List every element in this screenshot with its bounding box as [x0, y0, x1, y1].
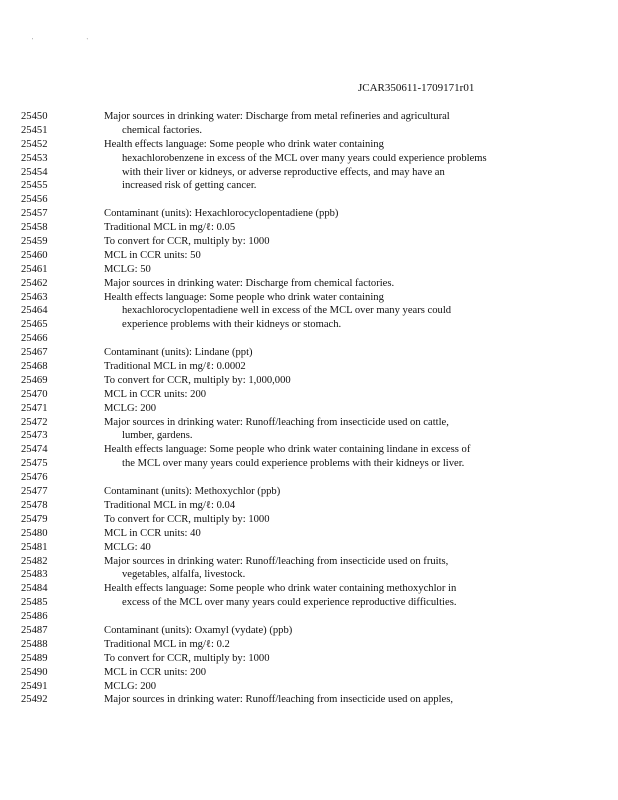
document-line	[0, 693, 618, 707]
document-line	[0, 443, 618, 457]
line-text: MCL in CCR units: 200	[104, 666, 207, 678]
document-line	[0, 471, 618, 485]
document-line	[0, 499, 618, 513]
document-line	[0, 277, 618, 291]
line-text: Health effects language: Some people who drink water containing	[104, 138, 384, 150]
document-line	[0, 568, 618, 582]
document-line	[0, 402, 618, 416]
document-line	[0, 652, 618, 666]
line-text: To convert for CCR, multiply by: 1000	[104, 652, 270, 664]
document-line	[0, 124, 618, 138]
line-number: 25475	[21, 458, 48, 470]
document-line	[0, 263, 618, 277]
line-number: 25491	[21, 680, 48, 692]
line-number: 25472	[21, 416, 48, 428]
line-text: Health effects language: Some people who drink water containing lindane in excess of	[104, 444, 471, 456]
line-number: 25486	[21, 611, 48, 623]
line-number: 25459	[21, 236, 48, 248]
line-text: MCL in CCR units: 40	[104, 527, 201, 539]
line-text: Traditional MCL in mg/ℓ: 0.0002	[104, 361, 246, 373]
line-text: Major sources in drinking water: Runoff/leaching from insecticide used on cattle,	[104, 416, 449, 428]
document-line	[0, 138, 618, 152]
line-text: MCLG: 200	[104, 680, 157, 692]
line-text: MCLG: 40	[104, 541, 151, 553]
line-text: chemical factories.	[122, 124, 202, 136]
line-text: Major sources in drinking water: Discharge from metal refineries and agricultural	[104, 111, 450, 122]
line-number: 25485	[21, 597, 48, 609]
line-text: To convert for CCR, multiply by: 1000	[104, 513, 270, 525]
line-number: 25478	[21, 499, 48, 511]
document-line	[0, 624, 618, 638]
document-line	[0, 666, 618, 680]
line-number: 25460	[21, 249, 48, 261]
line-number: 25480	[21, 527, 48, 539]
line-text: Major sources in drinking water: Runoff/leaching from insecticide used on fruits,	[104, 555, 449, 567]
document-line	[0, 207, 618, 221]
line-number: 25467	[21, 347, 48, 359]
line-text: To convert for CCR, multiply by: 1000	[104, 236, 270, 248]
document-line	[0, 193, 618, 207]
document-line	[0, 360, 618, 374]
line-text: lumber, gardens.	[122, 430, 193, 442]
line-number: 25479	[21, 513, 48, 525]
line-number: 25455	[21, 180, 48, 192]
line-number: 25477	[21, 486, 48, 498]
line-number: 25492	[21, 694, 48, 706]
document-line	[0, 527, 618, 541]
line-text: Health effects language: Some people who drink water containing methoxychlor in	[104, 583, 457, 595]
line-number: 25487	[21, 624, 48, 636]
line-text: Traditional MCL in mg/ℓ: 0.05	[104, 222, 236, 234]
line-text: Contaminant (units): Oxamyl (vydate) (ppb)	[104, 624, 293, 636]
line-text: excess of the MCL over many years could experience reproductive difficulties.	[122, 597, 457, 609]
document-line	[0, 610, 618, 624]
document-line	[0, 152, 618, 166]
line-text: experience problems with their kidneys or stomach.	[122, 319, 342, 331]
line-number: 25451	[21, 124, 48, 136]
document-line	[0, 374, 618, 388]
document-line	[0, 541, 618, 555]
line-text: MCLG: 50	[104, 263, 151, 275]
line-text: hexachlorocyclopentadiene well in excess of the MCL over many years could	[122, 305, 452, 317]
document-line	[0, 291, 618, 305]
line-number: 25457	[21, 208, 48, 220]
line-number: 25458	[21, 222, 48, 234]
line-number: 25468	[21, 361, 48, 373]
line-text: the MCL over many years could experience problems with their kidneys or liver.	[122, 458, 465, 470]
line-number: 25462	[21, 277, 48, 289]
line-text: hexachlorobenzene in excess of the MCL over many years could experience problems	[122, 152, 487, 164]
document-line	[0, 346, 618, 360]
document-line	[0, 513, 618, 527]
line-text: Major sources in drinking water: Discharge from chemical factories.	[104, 277, 395, 289]
document-line	[0, 235, 618, 249]
line-text: MCLG: 200	[104, 402, 157, 414]
line-number: 25463	[21, 291, 48, 303]
line-text: Contaminant (units): Lindane (ppt)	[104, 347, 253, 359]
line-number: 25481	[21, 541, 48, 553]
line-number: 25464	[21, 305, 48, 317]
line-number: 25489	[21, 652, 48, 664]
line-text: MCL in CCR units: 200	[104, 388, 207, 400]
line-text: with their liver or kidneys, or adverse reproductive effects, and may have an	[122, 166, 445, 178]
line-number: 25466	[21, 333, 48, 345]
document-line	[0, 318, 618, 332]
scan-specks: ' '	[32, 38, 114, 44]
document-line	[0, 429, 618, 443]
line-number: 25454	[21, 166, 48, 178]
line-text: vegetables, alfalfa, livestock.	[122, 569, 246, 581]
line-number: 25461	[21, 263, 48, 275]
document-line	[0, 179, 618, 193]
line-number: 25465	[21, 319, 48, 331]
line-number: 25482	[21, 555, 48, 567]
numbered-lines	[0, 110, 618, 707]
document-line	[0, 555, 618, 569]
line-text: Traditional MCL in mg/ℓ: 0.2	[104, 638, 230, 650]
document-line	[0, 249, 618, 263]
line-number: 25474	[21, 444, 48, 456]
line-number: 25476	[21, 472, 48, 484]
line-text: Traditional MCL in mg/ℓ: 0.04	[104, 499, 236, 511]
line-number: 25470	[21, 388, 48, 400]
line-text: increased risk of getting cancer.	[122, 180, 257, 192]
line-number: 25471	[21, 402, 48, 414]
line-number: 25484	[21, 583, 48, 595]
line-text: Health effects language: Some people who drink water containing	[104, 291, 384, 303]
document-line	[0, 166, 618, 180]
line-number: 25456	[21, 194, 48, 206]
document-line	[0, 485, 618, 499]
document-line	[0, 416, 618, 430]
line-text: MCL in CCR units: 50	[104, 249, 201, 261]
document-line	[0, 596, 618, 610]
line-number: 25488	[21, 638, 48, 650]
line-text: Major sources in drinking water: Runoff/leaching from insecticide used on apples,	[104, 694, 454, 706]
line-number: 25483	[21, 569, 48, 581]
document-line	[0, 680, 618, 694]
line-number: 25453	[21, 152, 48, 164]
document-line	[0, 304, 618, 318]
document-code: JCAR350611-1709171r01	[358, 82, 475, 94]
line-number: 25469	[21, 374, 48, 386]
document-line	[0, 221, 618, 235]
line-text: Contaminant (units): Methoxychlor (ppb)	[104, 486, 281, 498]
line-text: Contaminant (units): Hexachlorocyclopentadiene (ppb)	[104, 208, 339, 220]
document-line	[0, 457, 618, 471]
document-line	[0, 582, 618, 596]
document-line	[0, 638, 618, 652]
document-line	[0, 110, 618, 124]
line-number: 25490	[21, 666, 48, 678]
line-number: 25450	[21, 111, 48, 122]
document-line	[0, 332, 618, 346]
line-text: To convert for CCR, multiply by: 1,000,000	[104, 374, 291, 386]
line-number: 25473	[21, 430, 48, 442]
document-line	[0, 388, 618, 402]
line-number: 25452	[21, 138, 48, 150]
